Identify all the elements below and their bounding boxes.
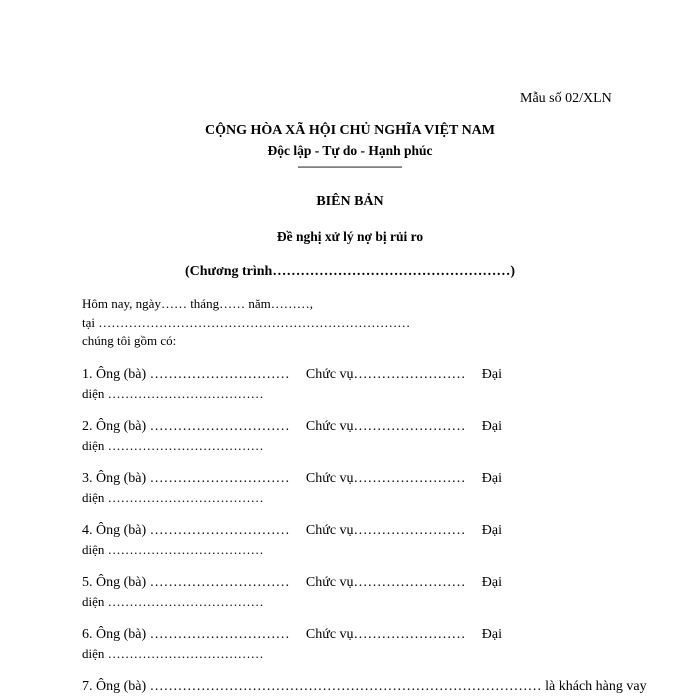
participant-position: Chức vụ……………………: [305, 419, 466, 434]
participant-position: Chức vụ……………………: [305, 627, 466, 642]
participant-rep-label: Đại: [481, 471, 502, 486]
participant-name: 2. Ông (bà) …………………………: [82, 419, 290, 434]
participant-name: 4. Ông (bà) …………………………: [82, 523, 290, 538]
participant-line: [82, 627, 502, 643]
participant-rep-label: Đại: [481, 575, 502, 590]
participant-representative: diện ………………………………: [82, 646, 264, 661]
intro-members-line: chúng tôi gồm có:: [82, 333, 177, 348]
participant-representative: diện ………………………………: [82, 490, 264, 505]
document-subtitle: Đề nghị xử lý nợ bị rủi ro: [276, 229, 424, 244]
participant-line: [82, 367, 502, 383]
participant-line: [82, 419, 502, 435]
participant-line: [82, 575, 502, 591]
participant-line: [82, 471, 502, 487]
participant-representative: diện ………………………………: [82, 542, 264, 557]
participant-representative: diện ………………………………: [82, 438, 264, 453]
participant-position: Chức vụ……………………: [305, 471, 466, 486]
motto: Độc lập - Tự do - Hạnh phúc: [267, 143, 433, 158]
program-line: (Chương trình……………………………………………): [185, 264, 515, 279]
participant-rep-label: Đại: [481, 523, 502, 538]
intro-date-line: Hôm nay, ngày…… tháng…… năm………,: [82, 296, 313, 311]
form-number: Mẫu số 02/XLN: [520, 91, 612, 106]
document-title: BIÊN BẢN: [316, 194, 384, 209]
intro-place-line: tại ………………………………………………………………: [82, 315, 411, 330]
nation-heading: CỘNG HÒA XÃ HỘI CHỦ NGHĨA VIỆT NAM: [204, 123, 495, 138]
participant-rep-label: Đại: [481, 627, 502, 642]
participant-position: Chức vụ……………………: [305, 575, 466, 590]
participant-representative: diện ………………………………: [82, 594, 264, 609]
participant-rep-label: Đại: [481, 419, 502, 434]
heading-rule: ————————: [298, 158, 402, 173]
participant-representative: diện ………………………………: [82, 386, 264, 401]
participant-rep-label: Đại: [481, 367, 502, 382]
participant-name: 5. Ông (bà) …………………………: [82, 575, 290, 590]
participant-name: 3. Ông (bà) …………………………: [82, 471, 290, 486]
participant-position: Chức vụ……………………: [305, 367, 466, 382]
borrower-line: 7. Ông (bà) ………………………………………………………………………… là khách hàng vay: [82, 679, 647, 694]
participant-position: Chức vụ……………………: [305, 523, 466, 538]
participant-name: 6. Ông (bà) …………………………: [82, 627, 290, 642]
participant-line: [82, 523, 502, 539]
participant-name: 1. Ông (bà) …………………………: [82, 367, 290, 382]
